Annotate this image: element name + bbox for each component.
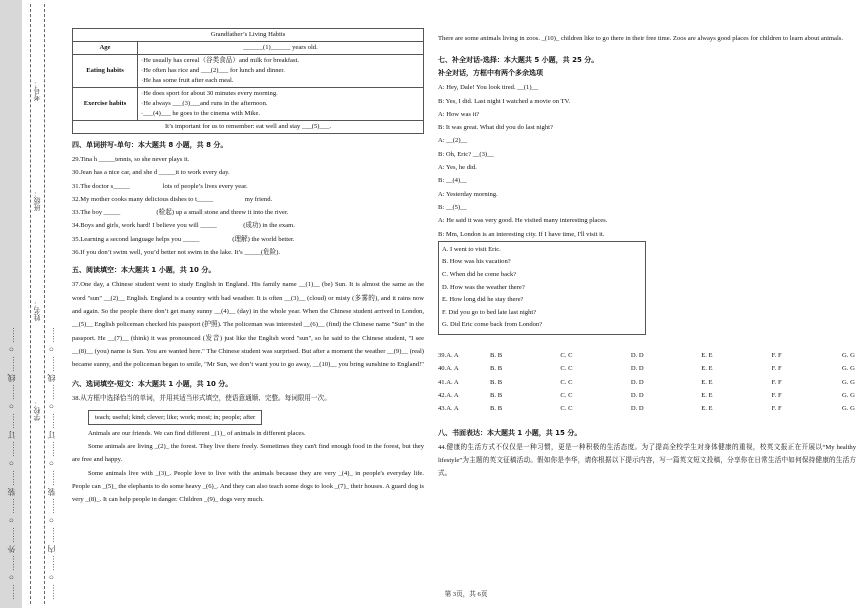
eating-line-3: ·He has some fruit after each meal. <box>141 77 234 84</box>
answer-option[interactable]: D. D <box>630 365 644 373</box>
answer-option[interactable]: B. B <box>490 365 503 373</box>
options-box <box>438 241 646 335</box>
answer-q[interactable]: 41.A. A <box>438 378 459 386</box>
answer-option[interactable]: C. C <box>560 378 573 386</box>
option-c: C. When did he come back? <box>442 271 517 279</box>
dialogue-line: B: Oh, Eric? __(3)__ <box>438 150 494 158</box>
exercise-line-2: ·He always ___(3)___and runs in the afternoon. <box>141 100 268 107</box>
row-label-eating: Eating habits <box>73 55 138 88</box>
right-column <box>438 32 856 480</box>
section-5-title: 五、阅读填空：本大题共 1 小题，共 10 分。 <box>72 266 216 275</box>
dialogue <box>438 81 856 241</box>
answer-option[interactable]: E. E <box>701 405 713 413</box>
answer-option[interactable]: B. B <box>490 352 503 360</box>
section-4-title: 四、单词拼写-单句：本大题共 8 小题，共 8 分。 <box>72 141 228 149</box>
outer-binding-line: …… ○ …… 外 …… ○ …… 装 …… ○ …… 订 …… ○ …… 线 …… ○ …… <box>7 327 16 600</box>
answer-option[interactable]: D. D <box>630 378 644 386</box>
inner-binding-line: …… ○ …… 内 …… ○ …… 装 …… ○ …… 订 …… ○ …… 线 …… ○ …… <box>47 327 56 600</box>
left-column <box>72 28 424 507</box>
answer-option[interactable]: G. G <box>842 365 855 373</box>
q31: 31.The doctor s_____ lots of people’s lives every year. <box>72 182 248 190</box>
q33: 33.The boy _____ (检起) up a small stone and threw it into the river. <box>72 209 289 217</box>
answer-option[interactable]: D. D <box>630 352 644 360</box>
answer-option[interactable]: F. F <box>771 352 782 360</box>
q35: 35.Learning a second language helps you _____ (理解) the world better. <box>72 235 295 243</box>
answer-option[interactable]: F. F <box>771 405 782 413</box>
q30: 30.Jean has a nice car, and she d _____it to work every day. <box>72 169 230 177</box>
answer-option[interactable]: F. F <box>771 365 782 373</box>
q38-paragraph-2: Some animals are living _(2)_ the forest. They live there freely. Sometimes they can't find enough food in the forest, but they are free and happy. <box>72 443 424 464</box>
answer-row-39 <box>438 349 856 362</box>
q36: 36.If you don’t swim well, you’d better not swim in the lake. It’s _____(危险). <box>72 249 281 257</box>
answer-q[interactable]: 40.A. A <box>438 365 459 373</box>
answer-row-42 <box>438 389 856 402</box>
answer-option[interactable]: G. G <box>842 378 855 386</box>
page-footer: 第 3页，共 6页 <box>444 591 488 598</box>
eating-line-2: ·He often has rice and ___(2)___ for lunch and dinner. <box>141 67 285 74</box>
answer-q[interactable]: 43.A. A <box>438 405 459 413</box>
answer-option[interactable]: F. F <box>771 391 782 399</box>
dialogue-line: B: __(5)__ <box>438 203 467 211</box>
answer-option[interactable]: F. F <box>771 378 782 386</box>
eating-line-1: ·He usually has cereal（谷类食品）and milk for breakfast. <box>141 57 300 64</box>
field-school: 学校： <box>33 400 41 421</box>
binding-dash-outer <box>30 4 31 604</box>
answer-option[interactable]: G. G <box>842 405 855 413</box>
answer-option[interactable]: B. B <box>490 405 503 413</box>
option-d: D. How was the weather there? <box>442 283 525 291</box>
answer-option[interactable]: E. E <box>701 365 713 373</box>
option-b: B. How was his vacation? <box>442 258 511 266</box>
answer-option[interactable]: C. C <box>560 365 573 373</box>
q44-prompt: 44.健康的生活方式不仅仅是一种习惯，更是一种积极的生活态度。为了提高全校学生对身体健康的重视，校英文报正在开展以“My healthy lifestyle”为主题的英文征稿活动。假如你是李华，请你根据以下提示内容，写一篇英文短文投稿，分享你在日常生活中如何保持健康的生活方式。 <box>438 443 856 478</box>
answer-option[interactable]: B. B <box>490 391 503 399</box>
field-number: 考号： <box>33 80 41 101</box>
dialogue-line: A: __(2)__ <box>438 137 468 145</box>
q34: 34.Boys and girls, work hard! I believe you will _____ (成功) in the exam. <box>72 222 295 230</box>
field-name: 姓名： <box>33 300 41 321</box>
habits-table <box>72 28 424 134</box>
answer-option[interactable]: C. C <box>560 391 573 399</box>
habits-caption: Grandfather’s Living Habits <box>73 29 424 42</box>
word-box: teach; useful; kind; clever; like; work; most; in; people; after <box>88 410 262 425</box>
answer-q[interactable]: 42.A. A <box>438 391 459 399</box>
answer-option[interactable]: E. E <box>701 352 713 360</box>
age-line: ______(1)______ years old. <box>138 42 424 55</box>
q32: 32.My mother cooks many delicious dishes to t_____ my friend. <box>72 195 273 203</box>
binding-margin <box>0 0 62 608</box>
binding-dash-inner <box>44 4 45 604</box>
row-label-exercise: Exercise habits <box>73 88 138 121</box>
q38-instruction: 38.从方框中选择恰当的单词，并用其适当形式填空，使语意通顺、完整。每词限用一次。 <box>72 395 331 403</box>
answer-row-40 <box>438 362 856 375</box>
option-a: A. I went to visit Eric. <box>442 245 501 253</box>
exam-page <box>72 28 860 608</box>
answer-grid <box>438 349 856 415</box>
answer-option[interactable]: D. D <box>630 405 644 413</box>
answer-q[interactable]: 39.A. A <box>438 352 459 360</box>
dialogue-line: B: Mm, London is an interesting city. If I have time, I'll visit it. <box>438 230 605 238</box>
answer-option[interactable]: G. G <box>842 352 855 360</box>
habits-footer: It’s important for us to remember: eat well and stay ___(5)___. <box>73 121 424 134</box>
dialogue-line: A: Yes, he did. <box>438 164 477 172</box>
row-label-age: Age <box>73 42 138 55</box>
section-6-title: 六、选词填空-短文：本大题共 1 小题，共 10 分。 <box>72 380 233 389</box>
dialogue-line: A: How was it? <box>438 110 480 118</box>
exercise-line-1: ·He does sport for about 30 minutes every morning. <box>141 90 278 97</box>
dialogue-line: A: He said it was very good. He visited many interesting places. <box>438 217 608 225</box>
answer-option[interactable]: E. E <box>701 378 713 386</box>
answer-option[interactable]: C. C <box>560 352 573 360</box>
section-7-title: 七、补全对话-选择：本大题共 5 小题，共 25 分。 <box>438 56 599 65</box>
dialogue-line: B: Yes, I did. Last night I watched a movie on TV. <box>438 97 571 105</box>
option-e: E. How long did he stay there? <box>442 296 524 304</box>
q38-paragraph-continued: There are some animals living in zoos. _(10)_ children like to go there in their free time. Zoos are always good places for children to learn about animals. <box>438 35 844 42</box>
answer-option[interactable]: C. C <box>560 405 573 413</box>
dialogue-line: B: It was great. What did you do last night? <box>438 124 553 132</box>
answer-option[interactable]: D. D <box>630 391 644 399</box>
q38-paragraph-3: Some animals live with _(3)_. People love to live with the animals because they are very _(4)_ in people's everyday life. People can _(5)_ the elephants to do some heavy _(6)_. And they can also teach some dogs to look _(7)_ their houses. A guard dog is very _(8)_. It can help people in danger. Children _(9)_ dogs very much. <box>72 469 424 504</box>
q37-passage: 37.One day, a Chinese student went to study English in England. His family name __(1)__ (be) Sun. It is almost the same as the word "sun" __(2)__ English. England is a country with bad weather. It is often __(3)__ (cloud) or misty (多雾的), and it rains now and again. So the people there don’t get many sunny __(4)__ (day) in the whole year. When the Chinese student arrived in London, __(5)__ English policeman checked his passport (护照). The policeman was interested __(6)__ (find) the Chinese name "Sun" in the passport. He __(7)__ (think) it was pronounced (发音) just like the English word "sun", so he said to the Chinese student, "I see __(8)__ (you) name is Sun. You are wanted here." The Chinese student was surprised. But after a moment the weather __(9)__ (real) became sunny, and the policeman began to smile, "Mr Sun, we don’t want you to go away, __(10)__ you bring sunshine to England!" <box>72 281 424 369</box>
dialogue-line: A: Hey, Dale! You look tired. __(1)__ <box>438 84 539 92</box>
q29: 29.Tina h _____tennis, so she never plays it. <box>72 156 190 163</box>
answer-option[interactable]: E. E <box>701 391 713 399</box>
exercise-line-3: ·___(4)___ he goes to the cinema with Mike. <box>141 110 261 117</box>
answer-row-43 <box>438 402 856 415</box>
dialogue-line: A: Yesterday morning. <box>438 190 498 198</box>
answer-option[interactable]: B. B <box>490 378 503 386</box>
answer-option[interactable]: G. G <box>842 391 855 399</box>
field-class: 班级： <box>33 190 41 211</box>
option-g: G. Did Eric come back from London? <box>442 321 543 329</box>
section-7-subtitle: 补全对话，方框中有两个多余选项 <box>438 69 543 78</box>
dialogue-line: B: __(4)__ <box>438 177 467 185</box>
answer-row-41 <box>438 376 856 389</box>
section-8-title: 八、书面表达：本大题共 1 小题，共 15 分。 <box>438 428 582 437</box>
option-f: F. Did you go to bed late last night? <box>442 308 537 316</box>
q38-paragraph-1: Animals are our friends. We can find different _(1)_ of animals in different places. <box>88 429 306 437</box>
